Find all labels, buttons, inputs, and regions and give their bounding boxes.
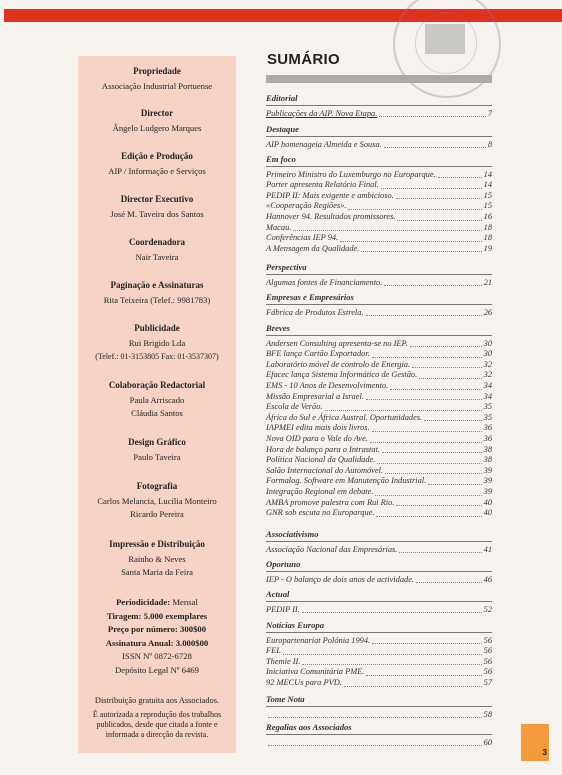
toc-entry[interactable] [266,434,492,445]
toc-entry-page: 56 [483,635,492,645]
leader-dots [396,505,481,506]
toc-section-title: Tome Nota [266,694,492,707]
leader-dots [396,198,482,199]
toc-entry[interactable] [266,413,492,424]
leader-dots [384,147,486,148]
toc-entry[interactable] [266,738,492,749]
masthead-label: Edição e Produção [121,151,193,161]
toc-entry[interactable] [266,201,492,212]
toc-section-title: Regalias aos Associados [266,722,492,735]
toc-entry[interactable] [266,360,492,371]
toc-entry-page: 18 [483,222,492,232]
periodicity-label: Periodicidade: [116,597,171,607]
toc-entry-title: Integração Regional em debate. [266,486,374,496]
leader-dots [399,552,481,553]
toc-entry-title: FEI. [266,646,282,656]
leader-dots [370,442,482,443]
masthead-line: Associação Industrial Portuense [101,81,213,91]
toc-entry[interactable] [266,710,492,721]
leader-dots [302,612,482,613]
leader-dots [375,495,481,496]
masthead-line: Santa Maria da Feira [121,567,193,577]
masthead-panel [78,56,236,753]
leader-dots [377,463,481,464]
masthead-label: Colaboração Redactorial [108,380,206,390]
toc-entry[interactable] [266,191,492,202]
toc-entry[interactable] [266,308,492,319]
masthead-line: (Telef.: 01-3153805 Fax: 01-3537307) [95,352,219,361]
toc-entry[interactable] [266,657,492,668]
toc-entry-page: 18 [483,233,492,243]
toc-entry[interactable] [266,423,492,434]
toc-entry-title: Macau. [266,222,292,232]
toc-entry[interactable] [266,223,492,234]
toc-entry-title: Porter apresenta Relatório Final. [266,180,379,190]
toc-section [266,694,492,720]
masthead-block [78,150,236,178]
distribution-text: Distribuição gratuita aos Associados. [94,696,220,705]
toc-entry-title: Andersen Consulting apresenta-se no IEP. [266,338,408,348]
library-stamp [393,0,501,98]
toc-entry-title: Escola de Verão. [266,402,323,412]
toc-section [266,124,492,150]
toc-entry-page: 46 [483,574,492,584]
leader-dots [410,346,482,347]
toc-entry-page: 8 [487,139,492,149]
masthead-label: Fotografia [136,481,178,491]
masthead-block [78,236,236,264]
leader-dots [384,285,481,286]
toc-section [266,722,492,748]
masthead-label: Propriedade [133,66,181,76]
leader-dots [348,209,481,210]
toc-entry-title: EMS - 10 Anos de Desenvolvimento. [266,380,389,390]
masthead-line: Carlos Melancia, Lucília Monteiro [97,496,217,506]
leader-dots [390,389,481,390]
price: Preço por número: 300$00 [107,624,207,634]
toc-entry-page: 19 [483,243,492,253]
toc-entry-title: Hannover 94. Resultados promissores. [266,211,396,221]
toc-entry[interactable] [266,233,492,244]
leader-dots [325,410,482,411]
leader-dots [366,675,481,676]
toc-entry-title: Hora de balanço para o Intrastat. [266,444,380,454]
leader-dots [372,431,482,432]
toc-section-title: Editorial [266,93,492,106]
toc-entry[interactable] [266,487,492,498]
toc-entry[interactable] [266,498,492,509]
toc-entry-page: 35 [483,412,492,422]
masthead-line: Rita Teixeira (Telef.: 9981783) [103,295,211,305]
leader-dots [397,220,481,221]
title-bar [266,75,492,83]
page-title: SUMÁRIO [267,51,340,68]
leader-dots [381,188,482,189]
toc-section [266,262,492,288]
periodicity [78,596,236,610]
toc-entry-title: Europartenariat Polónia 1994. [266,635,371,645]
toc-entry-title: AMBA promove palestra com Rui Rio. [266,497,395,507]
toc-entry-page: 52 [483,604,492,614]
masthead-block [78,107,236,135]
legal-deposit: Depósito Legal Nº 6469 [114,664,199,675]
toc-entry[interactable] [266,678,492,689]
toc-section-title: Empresas e Empresários [266,292,492,305]
toc-entry-title: Iniciativa Comunitária PME. [266,667,365,677]
leader-dots [419,378,481,379]
toc-entry-page: 30 [483,338,492,348]
toc-entry-page: 15 [483,190,492,200]
masthead-line: Nair Taveira [135,252,179,262]
toc-entry-page: 60 [483,737,492,747]
leader-dots [283,654,482,655]
toc-section-title: Em foco [266,154,492,167]
toc-section-title: Notícias Europa [266,620,492,633]
toc-section [266,529,492,555]
toc-entry-title: Salão Internacional do Automóvel. [266,465,384,475]
toc-entry-page: 32 [483,359,492,369]
distribution-note [84,696,230,740]
masthead-block [78,436,236,464]
stamp-logo [425,24,465,54]
toc-entry-page: 40 [483,497,492,507]
masthead-block [78,322,236,363]
toc-entry[interactable] [266,545,492,556]
toc-entry-title: GNR sob escuta no Europarque. [266,508,375,518]
toc-entry-page: 56 [483,656,492,666]
toc-section [266,93,492,119]
toc-entry-page: 39 [483,476,492,486]
toc-entry-title: Política Nacional da Qualidade. [266,455,376,465]
toc-section [266,323,492,519]
masthead-label: Publicidade [134,323,180,333]
toc-section-title: Breves [266,323,492,336]
masthead-line: Paula Arriscado [129,395,185,405]
toc-section-title: Associativismo [266,529,492,542]
leader-dots [379,116,485,117]
periodicity-value: Mensal [172,597,198,607]
leader-dots [372,643,481,644]
masthead-line: Rainho & Neves [128,554,186,564]
leader-dots [268,745,482,746]
toc-entry-page: 32 [483,370,492,380]
masthead-label: Coordenadora [129,237,185,247]
masthead-line: Ricardo Pereira [130,509,184,519]
toc-entry[interactable] [266,244,492,255]
toc-entry-page: 39 [483,465,492,475]
masthead-label: Director Executivo [120,194,194,204]
leader-dots [424,420,481,421]
page-number-box [521,724,549,761]
toc-entry-page: 56 [483,667,492,677]
masthead-line: Cláudia Santos [131,408,183,418]
toc-entry-title: PEDIP II: Mais exigente e ambicioso. [266,190,394,200]
toc-entry-title: Associação Nacional das Empresárias. [266,544,398,554]
masthead-block [78,193,236,221]
toc-entry[interactable] [266,109,492,120]
leader-dots [385,473,482,474]
toc-entry-title: IEP - O balanço de dois anos de actividade. [266,574,415,584]
toc-entry[interactable] [266,445,492,456]
toc-entry-title: PEDIP II. [266,604,300,614]
masthead-line: Paulo Taveira [133,452,181,462]
toc-entry[interactable] [266,370,492,381]
masthead-block [78,538,236,579]
toc-section-title: Oportuno [266,559,492,572]
leader-dots [302,664,481,665]
leader-dots [366,315,482,316]
toc-entry[interactable] [266,180,492,191]
toc-section-title: Perspectiva [266,262,492,275]
toc-entry-page: 7 [487,108,492,118]
toc-entry-page: 35 [483,402,492,412]
leader-dots [344,686,482,687]
masthead-label: Design Gráfico [128,437,186,447]
masthead-block [78,65,236,93]
toc-entry[interactable] [266,508,492,519]
toc-entry-title: IAPMEI edita mais dois livros. [266,423,370,433]
toc-entry-title: Themie II. [266,656,301,666]
toc-entry-title: A Mensagem da Qualidade. [266,243,360,253]
toc-entry-title: Fábrica de Produtos Estrela. [266,307,364,317]
toc-section [266,559,492,585]
toc-section [266,154,492,254]
toc-entry-title: Nova OID para o Vale do Ave. [266,433,368,443]
toc-entry-page: 39 [483,486,492,496]
masthead-block [78,379,236,420]
toc-entry-title: África do Sul e África Austral. Oportunidades. [266,412,423,422]
leader-dots [376,516,481,517]
toc-entry-title: Efacec lança Sistema Informático de Gestão. [266,370,418,380]
toc-entry-page: 14 [483,169,492,179]
toc-entry[interactable] [266,636,492,647]
toc-entry[interactable] [266,402,492,413]
toc-entry-page: 36 [483,423,492,433]
toc-entry[interactable] [266,381,492,392]
toc-entry[interactable] [266,140,492,151]
leader-dots [366,399,482,400]
toc-entry-title: Formalog. Software em Manutenção Industrial. [266,476,427,486]
toc-entry[interactable] [266,278,492,289]
toc-entry-title: Missão Empresarial a Israel. [266,391,364,401]
toc-entry-title: BFE lança Cartão Exportador. [266,349,370,359]
masthead-line: José M. Taveira dos Santos [110,209,204,219]
toc-entry-title: AIP homenageia Almeida e Sousa. [266,139,382,149]
toc-entry[interactable] [266,339,492,350]
masthead-line: Ângelo Ludgero Marques [112,123,202,133]
masthead-label: Paginação e Assinaturas [110,280,204,290]
toc-entry[interactable] [266,476,492,487]
toc-entry-title: 92 MECUs para PVD. [266,677,342,687]
toc-entry-page: 26 [483,307,492,317]
toc-entry-page: 36 [483,433,492,443]
masthead-line: AIP / Informação e Serviços [108,166,206,176]
leader-dots [372,357,482,358]
leader-dots [412,367,482,368]
toc-entry-page: 34 [483,380,492,390]
masthead-block [78,480,236,521]
toc-entry-page: 30 [483,349,492,359]
toc-entry-page: 34 [483,391,492,401]
toc-entry-page: 40 [483,508,492,518]
toc-entry-page: 41 [483,544,492,554]
toc-entry-title: «Cooperação Regiões». [266,201,347,211]
toc-entry-title: Laboratório móvel de controlo de Energia. [266,359,411,369]
annual-subscription: Assinatura Anual: 3.000$00 [105,637,209,648]
masthead-label: Impressão e Distribuição [109,539,205,549]
toc-entry-page: 57 [483,677,492,687]
toc-section-title: Destaque [266,124,492,137]
masthead-label: Director [140,108,174,118]
toc-entry[interactable] [266,212,492,223]
leader-dots [438,177,482,178]
toc-entry[interactable] [266,392,492,403]
toc-entry[interactable] [266,667,492,678]
toc-entry-page: 14 [483,180,492,190]
toc-section [266,292,492,318]
toc-entry[interactable] [266,349,492,360]
leader-dots [340,241,481,242]
leader-dots [428,484,481,485]
toc-entry-page: 38 [483,444,492,454]
leader-dots [268,717,482,718]
masthead-line: Rui Brigido Lda [128,338,186,348]
leader-dots [382,452,482,453]
toc-entry-page: 58 [483,709,492,719]
toc-entry-page: 16 [483,211,492,221]
toc-entry-page: 15 [483,201,492,211]
toc-section [266,589,492,615]
toc-entry-title: Publicações da AIP. Nova Etapa. [266,108,378,118]
leader-dots [416,582,482,583]
toc-section [266,620,492,689]
leader-dots [293,230,481,231]
toc-entry[interactable] [266,455,492,466]
leader-dots [361,251,481,252]
toc-entry-title: Primeiro Ministro do Luxemburgo no Europarque. [266,169,436,179]
issn: ISSN Nº 0872-6728 [122,651,192,661]
reproduction-text: É autorizada a reprodução dos trabalhos publicados, desde que citada a fonte e informada a direcção da revista. [92,710,222,739]
toc-entry-page: 56 [483,646,492,656]
toc-entry-page: 38 [483,455,492,465]
toc-entry-page: 21 [483,277,492,287]
toc-entry[interactable] [266,575,492,586]
page-number: 3 [542,748,547,757]
masthead-block [78,279,236,307]
toc-entry[interactable] [266,646,492,657]
toc-entry-title: Algumas fontes de Financiamento. [266,277,383,287]
toc-entry-title: Conferências IEP 94. [266,233,339,243]
toc-entry[interactable] [266,466,492,477]
toc-entry[interactable] [266,170,492,181]
subscription-info [78,596,236,677]
print-run: Tiragem: 5.000 exemplares [106,610,208,621]
toc-section-title: Actual [266,589,492,602]
toc-entry[interactable] [266,605,492,616]
